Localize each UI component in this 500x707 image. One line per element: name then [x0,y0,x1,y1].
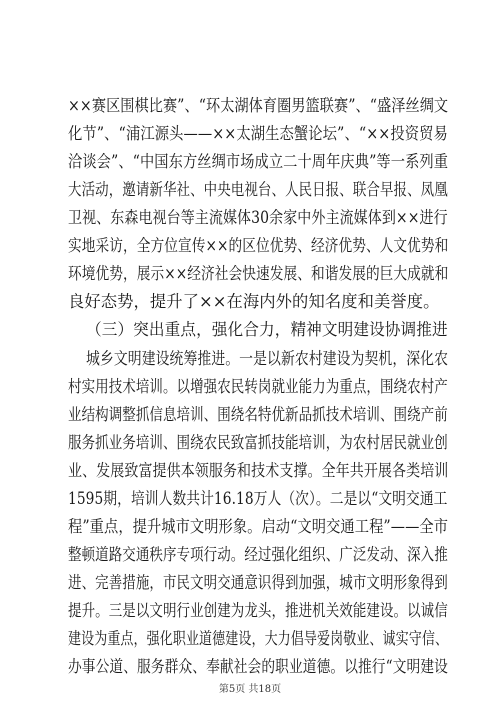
text-line: 大活动，邀请新华社、中央电视台、人民日报、联合早报、凤凰 [68,180,448,199]
section-heading: （三）突出重点，强化合力，精神文明建设协调推进 [86,320,448,339]
text-line: 建设为重点，强化职业道德建设，大力倡导爱岗敬业、诚实守信、 [68,629,449,648]
text-line: 业、发展致富提供本领服务和技术支撑。全年共开展各类培训 [68,461,449,480]
text-line: 服务抓业务培训、围绕农民致富抓技能培训，为农村居民就业创 [68,433,448,452]
text-line: 提升。三是以文明行业创建为龙头，推进机关效能建设。以诚信 [68,601,448,620]
text-line: 化节”、“浦江源头——××太湖生态蟹论坛”、“××投资贸易 [68,124,448,143]
page-number-footer: 第5页 共18页 [218,684,282,695]
text-line: 村实用技术培训。以增强农民转岗就业能力为重点，围绕农村产 [68,377,448,396]
text-line: 整顿道路交通秩序专项行动。经过强化组织、广泛发动、深入推 [68,545,448,564]
paragraph-start-line: 城乡文明建设统筹推进。一是以新农村建设为契机，深化农 [86,349,449,368]
text-line: 程”重点，提升城市文明形象。启动“文明交通工程”——全市 [68,517,449,536]
text-line: 卫视、东森电视台等主流媒体30余家中外主流媒体到××进行 [68,208,448,227]
text-line: 办事公道、服务群众、奉献社会的职业道德。以推行“文明建设 [68,657,448,676]
text-line: 业结构调整抓信息培训、围绕名特优新品抓技术培训、围绕产前 [68,405,448,424]
text-line: 良好态势，提升了××在海内外的知名度和美誉度。 [68,292,440,311]
text-line: 环境优势，展示××经济社会快速发展、和谐发展的巨大成就和 [68,264,449,283]
text-line: 1595期，培训人数共计16.18万人（次）。二是以“文明交通工 [68,489,448,508]
text-line: 洽谈会”、“中国东方丝绸市场成立二十周年庆典”等一系列重 [68,152,449,171]
text-line: 进、完善措施，市民文明交通意识得到加强，城市文明形象得到 [68,573,448,592]
text-line: ××赛区围棋比赛”、“环太湖体育圈男篮联赛”、“盛泽丝绸文 [68,96,449,115]
text-line: 实地采访，全方位宣传××的区位优势、经济优势、人文优势和 [68,236,449,255]
